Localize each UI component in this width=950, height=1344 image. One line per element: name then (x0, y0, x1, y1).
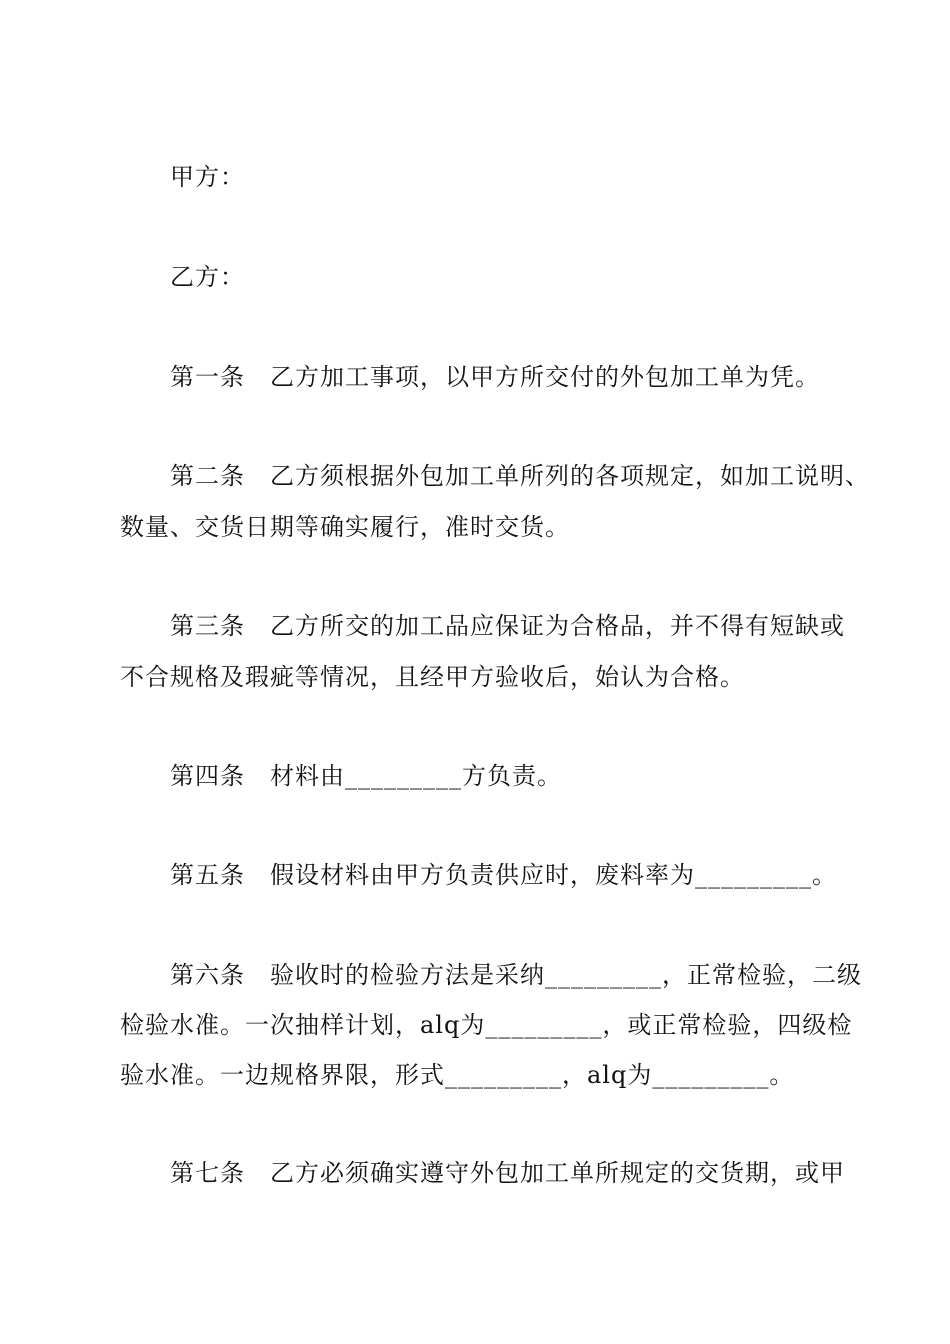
article-6-line-2: 检验水准。一次抽样计划，alq为_________，或正常检验，四级检 (120, 1011, 853, 1039)
article-2-line-1: 第二条 乙方须根据外包加工单所列的各项规定，如加工说明、 (170, 462, 870, 490)
party-a-label: 甲方： (170, 163, 245, 191)
article-2-line-2: 数量、交货日期等确实履行，准时交货。 (120, 513, 570, 541)
article-3-line-1: 第三条 乙方所交的加工品应保证为合格品，并不得有短缺或 (170, 612, 845, 640)
article-5-line-1: 第五条 假设材料由甲方负责供应时，废料率为_________。 (170, 861, 837, 889)
article-7-line-1: 第七条 乙方必须确实遵守外包加工单所规定的交货期，或甲 (170, 1159, 845, 1187)
article-6-line-1: 第六条 验收时的检验方法是采纳_________，正常检验，二级 (170, 961, 862, 989)
article-6-line-3: 验水准。一边规格界限，形式_________，alq为_________。 (120, 1061, 795, 1089)
article-3-line-2: 不合规格及瑕疵等情况，且经甲方验收后，始认为合格。 (120, 663, 745, 691)
party-b-label: 乙方： (170, 263, 245, 291)
article-4-line-1: 第四条 材料由_________方负责。 (170, 762, 562, 790)
article-1-line-1: 第一条 乙方加工事项，以甲方所交付的外包加工单为凭。 (170, 363, 820, 391)
